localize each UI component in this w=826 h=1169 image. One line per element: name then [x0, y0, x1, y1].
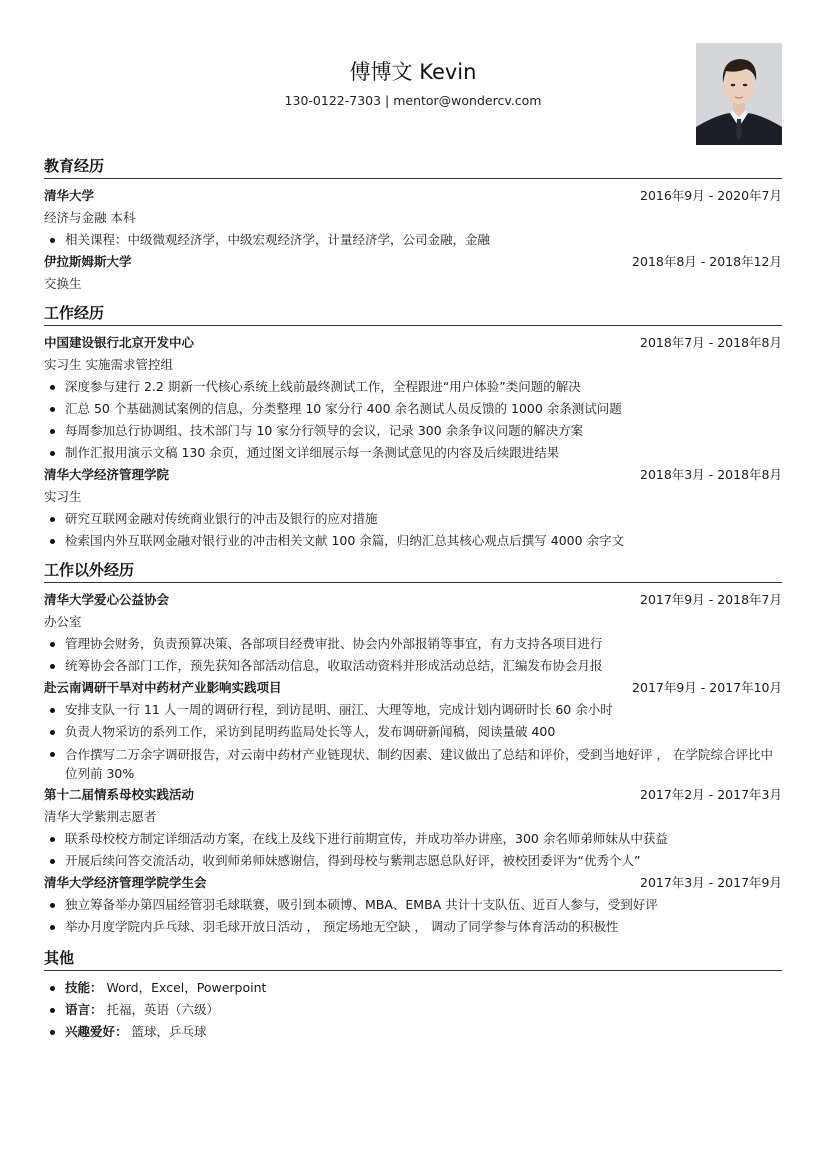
bullet-list [44, 376, 782, 464]
extra-entry [44, 677, 782, 784]
education-entry [44, 251, 782, 295]
bullet-list [44, 977, 782, 1043]
bullet-list [44, 699, 782, 784]
bullet-item: 制作汇报用演示文稿 130 余页，通过图文详细展示每一条测试意见的内容及后续跟进结果 [44, 442, 782, 464]
extra-title: 工作以外经历 [44, 559, 782, 583]
education-title: 教育经历 [44, 155, 782, 179]
bullet-list [44, 894, 782, 938]
hobbies-label: 兴趣爱好： [65, 1024, 128, 1039]
entry-org: 清华大学经济管理学院 [44, 467, 170, 482]
education-entry [44, 185, 782, 251]
bullet-item: 管理协会财务，负责预算决策、各部项目经费审批、协会内外部报销等事宜，有力支持各项目进行 [44, 633, 782, 655]
bullet-item: 开展后续问答交流活动，收到师弟师妹感谢信，得到母校与紫荆志愿总队好评，被校团委评为“优秀个人” [44, 850, 782, 872]
bullet-list [44, 828, 782, 872]
entry-org: 清华大学 [44, 188, 95, 203]
bullet-item: 统筹协会各部门工作，预先获知各部活动信息，收取活动资料并形成活动总结，汇编发布协会月报 [44, 655, 782, 677]
bullet-item: 负责人物采访的系列工作，采访到昆明药监局处长等人，发布调研新闻稿，阅读量破 400 [44, 721, 782, 743]
extra-entry [44, 589, 782, 677]
bullet-list [44, 508, 782, 552]
extra-entry [44, 872, 782, 938]
entry-subtitle: 经济与金融 本科 [44, 210, 136, 225]
bullet-list [44, 229, 782, 251]
entry-date: 2018年7月 - 2018年8月 [640, 335, 782, 350]
bullet-item: 联系母校校方制定详细活动方案，在线上及线下进行前期宣传，并成功举办讲座，300 余名师弟师妹从中获益 [44, 828, 782, 850]
bullet-item: 研究互联网金融对传统商业银行的冲击及银行的应对措施 [44, 508, 782, 530]
entry-subtitle: 清华大学紫荆志愿者 [44, 809, 157, 824]
bullet-item: 检索国内外互联网金融对银行业的冲击相关文献 100 余篇，归纳汇总其核心观点后撰写 4000 余字文 [44, 530, 782, 552]
entry-date: 2017年2月 - 2017年3月 [640, 787, 782, 802]
bullet-item: 每周参加总行协调组、技术部门与 10 家分行领导的会议，记录 300 余条争议问题的解决方案 [44, 420, 782, 442]
work-entry [44, 332, 782, 464]
bullet-item: 相关课程：中级微观经济学，中级宏观经济学，计量经济学，公司金融，金融 [44, 229, 782, 251]
entry-date: 2018年8月 - 2018年12月 [632, 254, 782, 269]
bullet-item: 合作撰写二万余字调研报告，对云南中药材产业链现状、制约因素、建议做出了总结和评价，受到当地好评 ， 在学院综合评比中位列前 30% [44, 743, 782, 784]
entry-org: 中国建设银行北京开发中心 [44, 335, 195, 350]
hobbies-value: 篮球，乒乓球 [127, 1024, 207, 1039]
other-section [44, 947, 782, 1043]
bullet-item: 安排支队一行 11 人一周的调研行程，到访昆明、丽江、大理等地，完成计划内调研时长 60 余小时 [44, 699, 782, 721]
contact-info: 130-0122-7303 | mentor@wondercv.com [284, 93, 542, 108]
entry-org: 赴云南调研干旱对中药材产业影响实践项目 [44, 680, 282, 695]
work-entry [44, 464, 782, 552]
resume-header [44, 0, 782, 150]
candidate-name: 傅博文 Kevin [349, 60, 477, 84]
profile-photo [696, 43, 782, 145]
extra-entry [44, 784, 782, 872]
bullet-item: 汇总 50 个基础测试案例的信息，分类整理 10 家分行 400 余名测试人员反馈的 1000 余条测试问题 [44, 398, 782, 420]
entry-org: 伊拉斯姆斯大学 [44, 254, 132, 269]
entry-date: 2016年9月 - 2020年7月 [640, 188, 782, 203]
extra-section [44, 559, 782, 938]
entry-org: 清华大学爱心公益协会 [44, 592, 170, 607]
entry-org: 清华大学经济管理学院学生会 [44, 875, 207, 890]
entry-subtitle: 办公室 [44, 614, 82, 629]
skills-label: 技能： [65, 980, 103, 995]
entry-subtitle: 实习生 实施需求管控组 [44, 357, 173, 372]
entry-date: 2018年3月 - 2018年8月 [640, 467, 782, 482]
work-section [44, 302, 782, 552]
bullet-item: 独立筹备举办第四届经管羽毛球联赛，吸引到本硕博、MBA、EMBA 共计十支队伍、近百人参与，受到好评 [44, 894, 782, 916]
work-title: 工作经历 [44, 302, 782, 326]
languages-label: 语言： [65, 1002, 103, 1017]
entry-subtitle: 实习生 [44, 489, 82, 504]
languages-value: 托福，英语（六级） [102, 1002, 219, 1017]
skills-item [44, 977, 782, 999]
skills-value: Word，Excel，Powerpoint [102, 980, 267, 995]
other-title: 其他 [44, 947, 782, 971]
bullet-item: 深度参与建行 2.2 期新一代核心系统上线前最终测试工作，全程跟进“用户体验”类问题的解决 [44, 376, 782, 398]
entry-org: 第十二届情系母校实践活动 [44, 787, 195, 802]
hobbies-item [44, 1021, 782, 1043]
bullet-list [44, 633, 782, 677]
entry-date: 2017年9月 - 2018年7月 [640, 592, 782, 607]
entry-date: 2017年3月 - 2017年9月 [640, 875, 782, 890]
entry-date: 2017年9月 - 2017年10月 [632, 680, 782, 695]
languages-item [44, 999, 782, 1021]
entry-subtitle: 交换生 [44, 276, 82, 291]
bullet-item: 举办月度学院内乒乓球、羽毛球开放日活动 ， 预定场地无空缺 ， 调动了同学参与体育活动的积极性 [44, 916, 782, 938]
education-section [44, 155, 782, 295]
